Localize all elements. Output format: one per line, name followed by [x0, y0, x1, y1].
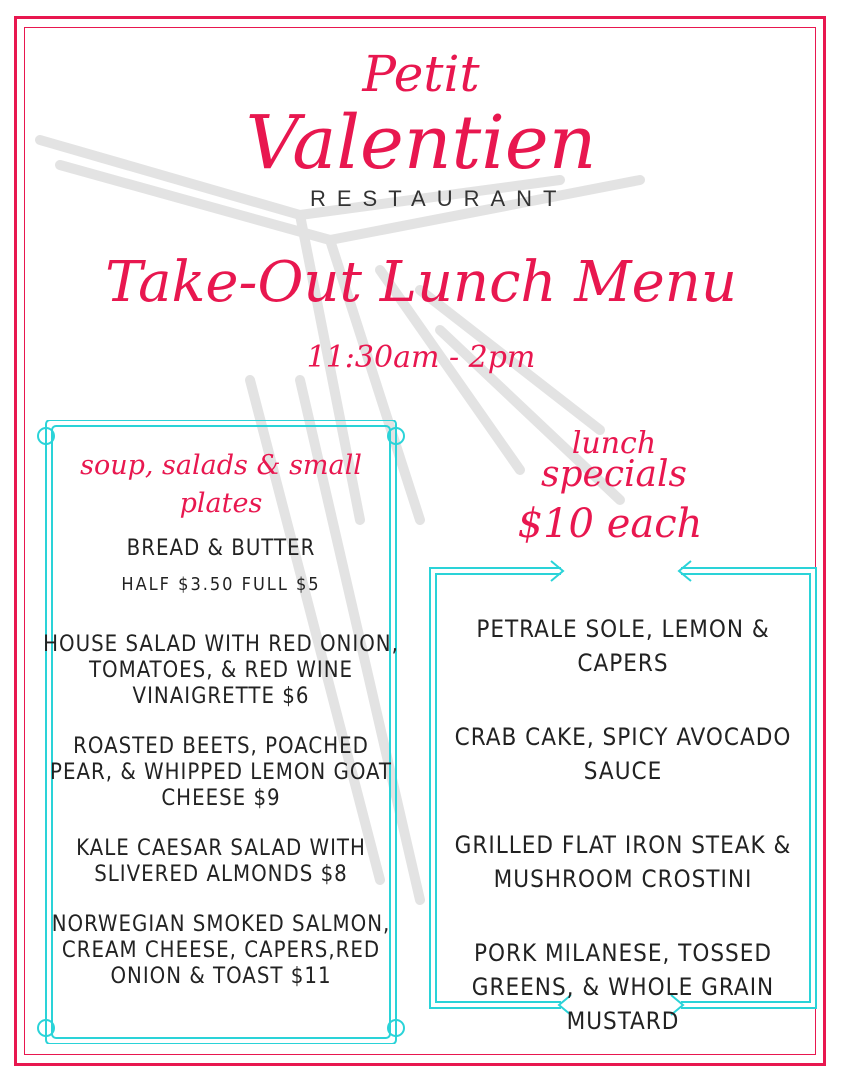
left-items-list	[40, 536, 402, 1014]
menu-item-price: HALF $3.50 FULL $5	[121, 574, 321, 595]
menu-title: Take-Out Lunch Menu	[105, 250, 737, 315]
menu-item: NORWEGIAN SMOKED SALMON, CREAM CHEESE, CAPERS,RED ONION & TOAST $11	[51, 912, 391, 989]
brand-name-line2: Valentien	[245, 100, 597, 186]
service-hours: 11:30am - 2pm	[306, 340, 536, 375]
specials-heading-line1: lunch	[571, 426, 657, 461]
menu-item: HOUSE SALAD WITH RED ONION, TOMATOES, & RED WINE VINAIGRETTE $6	[43, 632, 399, 709]
left-section-title: soup, salads & small plates	[80, 450, 362, 519]
brand-name-line1: Petit	[362, 45, 480, 103]
special-item: PORK MILANESE, TOSSED GREENS, & WHOLE GRAIN MUSTARD	[471, 939, 775, 1035]
menu-item: ROASTED BEETS, POACHED PEAR, & WHIPPED LEMON GOAT CHEESE $9	[50, 734, 392, 811]
menu-item: BREAD & BUTTER	[126, 536, 316, 561]
special-item: GRILLED FLAT IRON STEAK & MUSHROOM CROSTINI	[454, 831, 792, 893]
menu-item: KALE CAESAR SALAD WITH SLIVERED ALMONDS $8	[76, 836, 366, 887]
special-item: PETRALE SOLE, LEMON & CAPERS	[476, 615, 770, 677]
specials-list	[446, 612, 800, 1078]
specials-price: $10 each	[517, 501, 703, 547]
brand-subtitle: RESTAURANT	[310, 186, 568, 211]
special-item: CRAB CAKE, SPICY AVOCADO SAUCE	[454, 723, 792, 785]
specials-heading-line2: specials	[541, 454, 687, 495]
